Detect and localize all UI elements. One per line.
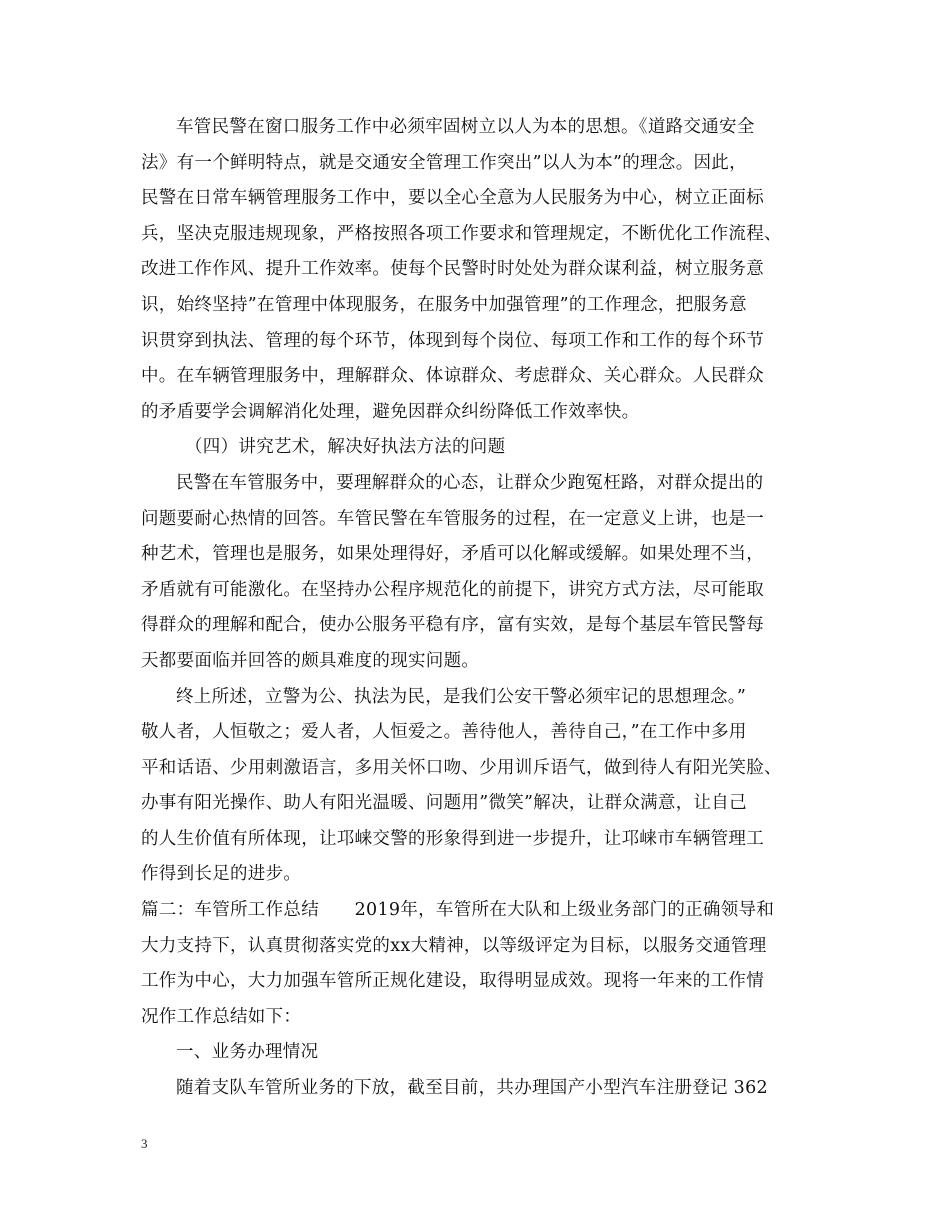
text-line: 法》有一个鲜明特点，就是交通安全管理工作突出”以人为本”的理念。因此， (141, 152, 747, 173)
text-line: 终上所述，立警为公、执法为民，是我们公安干警必须牢记的思想理念。” (176, 686, 747, 707)
text-line: 的矛盾要学会调解消化处理，避免因群众纠纷降低工作效率快。 (141, 401, 640, 422)
text-line: 兵，坚决克服违规现象，严格按照各项工作要求和管理规定，不断优化工作流程、 (141, 223, 782, 244)
text-line: 平和话语、少用刺激语言，多用关怀口吻、少用训斥语气，做到待人有阳光笑脸、 (141, 757, 782, 778)
text-line: 民警在日常车辆管理服务工作中，要以全心全意为人民服务为中心，树立正面标 (141, 188, 764, 209)
text-line: 敬人者，人恒敬之；爱人者，人恒爱之。善待他人，善待自己，”在工作中多用 (141, 722, 747, 743)
text-line: 作得到长足的进步。 (141, 864, 302, 885)
text-line: 矛盾就有可能激化。在坚持办公程序规范化的前提下，讲究方式方法，尽可能取 (141, 579, 764, 600)
text-line: 问题要耐心热情的回答。车管民警在车管服务的过程，在一定意义上讲，也是一 (141, 508, 764, 529)
document-body (141, 110, 841, 1107)
text-line: 的人生价值有所体现，让邛崃交警的形象得到进一步提升，让邛崃市车辆管理工 (141, 828, 764, 849)
section-heading: 一、业务办理情况 (176, 1042, 319, 1063)
text-line: 识，始终坚持”在管理中体现服务，在服务中加强管理”的工作理念，把服务意 (141, 294, 747, 315)
text-line: 识贯穿到执法、管理的每个环节，体现到每个岗位、每项工作和工作的每个环节 (141, 330, 764, 351)
text-line: 民警在车管服务中，要理解群众的心态，让群众少跑冤枉路，对群众提出的 (176, 472, 764, 493)
text-line: 得群众的理解和配合，使办公服务平稳有序，富有实效，是每个基层车管民警每 (141, 615, 764, 636)
text-line: 篇二：车管所工作总结 2019年，车管所在大队和上级业务部门的正确领导和 (141, 900, 775, 921)
section-heading: （四）讲究艺术，解决好执法方法的问题 (185, 437, 506, 458)
text-line: 中。在车辆管理服务中，理解群众、体谅群众、考虑群众、关心群众。人民群众 (141, 366, 764, 387)
text-line: 种艺术，管理也是服务，如果处理得好，矛盾可以化解或缓解。如果处理不当， (141, 544, 764, 565)
text-line: 天都要面临并回答的颇具难度的现实问题。 (141, 650, 480, 671)
text-line: 大力支持下，认真贯彻落实党的xx大精神，以等级评定为目标，以服务交通管理 (141, 935, 767, 956)
text-line: 随着支队车管所业务的下放，截至目前，共办理国产小型汽车注册登记 362 (176, 1078, 768, 1099)
text-line: 办事有阳光操作、助人有阳光温暖、问题用”微笑”解决，让群众满意，让自己 (141, 793, 747, 814)
text-line: 车管民警在窗口服务工作中必须牢固树立以人为本的思想。《道路交通安全 (176, 117, 755, 137)
text-line: 工作为中心，大力加强车管所正规化建设，取得明显成效。现将一年来的工作情 (141, 971, 764, 992)
text-line: 改进工作作风、提升工作效率。使每个民警时时处处为群众谋利益，树立服务意 (141, 259, 764, 280)
text-line: 况作工作总结如下： (141, 1006, 302, 1027)
page-number: 3 (141, 1136, 148, 1151)
